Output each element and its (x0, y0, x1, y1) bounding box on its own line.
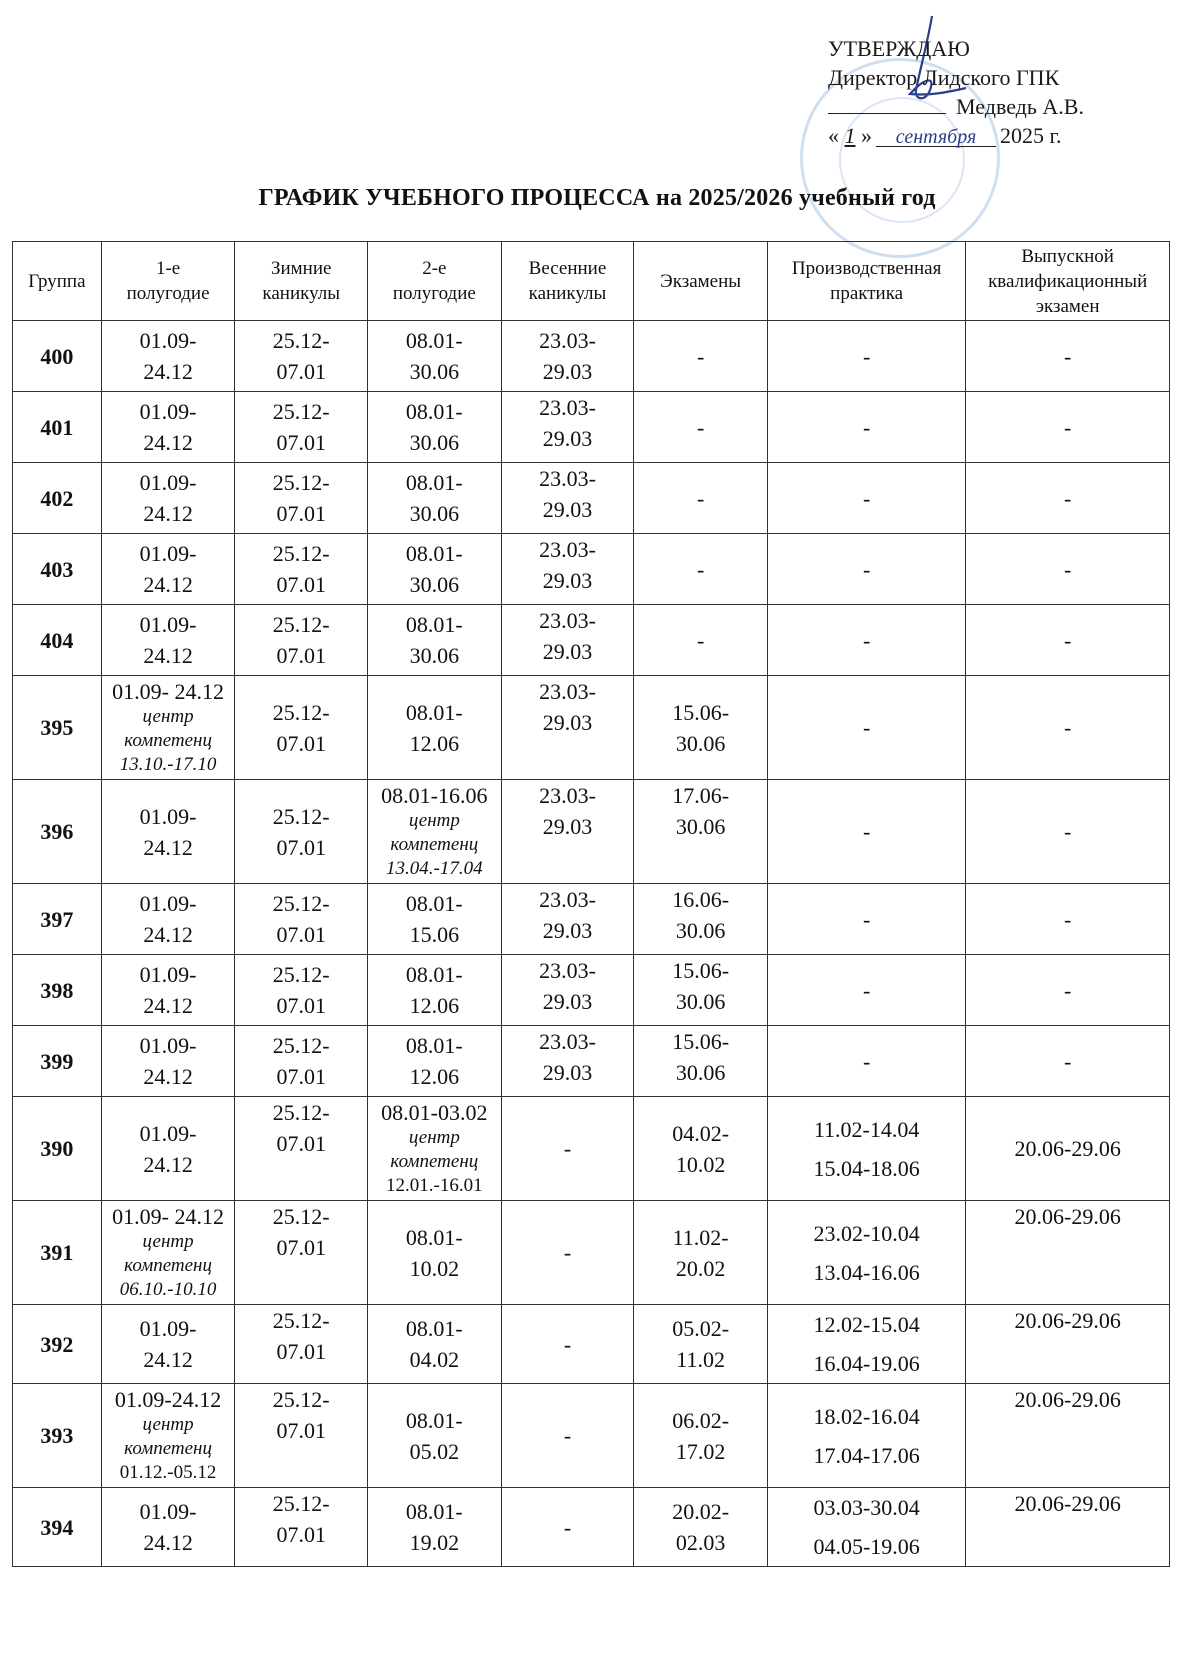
table-row (13, 1026, 1170, 1097)
semester1-cell: 01.09- 24.12 (101, 321, 235, 392)
table-row (13, 884, 1170, 955)
table-row (13, 534, 1170, 605)
semester2-cell: 08.01- 30.06 (368, 392, 502, 463)
final-exam-cell: 20.06-29.06 (966, 1488, 1170, 1567)
semester1-cell: 01.09- 24.12 (101, 1305, 235, 1384)
exams-cell: - (634, 534, 768, 605)
semester1-cell: 01.09- 24.12 центр компетенц 06.10.-10.10 (101, 1201, 235, 1305)
table-row (13, 780, 1170, 884)
spring-cell: 23.03- 29.03 (501, 392, 634, 463)
semester1-cell: 01.09- 24.12 (101, 1488, 235, 1567)
group-number: 393 (13, 1384, 102, 1488)
spring-cell: 23.03- 29.03 (501, 463, 634, 534)
winter-cell: 25.12- 07.01 (235, 955, 368, 1026)
group-number: 391 (13, 1201, 102, 1305)
semester2-cell: 08.01- 30.06 (368, 321, 502, 392)
practice-cell: - (767, 1026, 965, 1097)
header-winter-break: Зимние каникулы (235, 242, 368, 321)
table-row (13, 463, 1170, 534)
practice-cell: - (767, 955, 965, 1026)
winter-cell: 25.12- 07.01 (235, 605, 368, 676)
spring-cell: - (501, 1305, 634, 1384)
semester2-cell: 08.01- 30.06 (368, 534, 502, 605)
director-name: Медведь А.В. (956, 94, 1084, 119)
practice-cell: - (767, 321, 965, 392)
semester2-cell: 08.01- 12.06 (368, 1026, 502, 1097)
director-position: Директор Лидского ГПК (828, 65, 1060, 90)
practice-cell: - (767, 884, 965, 955)
group-number: 397 (13, 884, 102, 955)
practice-cell: - (767, 463, 965, 534)
director-name-line (828, 92, 1084, 121)
group-number: 395 (13, 676, 102, 780)
final-exam-cell: 20.06-29.06 (966, 1305, 1170, 1384)
schedule-table (12, 241, 1170, 1567)
final-exam-cell: - (966, 955, 1170, 1026)
header-semester1: 1-е полугодие (101, 242, 235, 321)
winter-cell: 25.12- 07.01 (235, 780, 368, 884)
group-number: 390 (13, 1097, 102, 1201)
table-row (13, 1201, 1170, 1305)
final-exam-cell: 20.06-29.06 (966, 1384, 1170, 1488)
practice-cell: - (767, 534, 965, 605)
table-row (13, 1097, 1170, 1201)
exams-cell: - (634, 605, 768, 676)
practice-cell: 12.02-15.04 16.04-19.06 (767, 1305, 965, 1384)
header-practice: Производственная практика (767, 242, 965, 321)
final-exam-cell: 20.06-29.06 (966, 1097, 1170, 1201)
final-exam-cell: 20.06-29.06 (966, 1201, 1170, 1305)
table-row (13, 676, 1170, 780)
header-semester2: 2-е полугодие (368, 242, 502, 321)
group-number: 401 (13, 392, 102, 463)
group-number: 392 (13, 1305, 102, 1384)
semester1-cell: 01.09- 24.12 (101, 955, 235, 1026)
quote-close: » (861, 123, 872, 148)
spring-cell: 23.03- 29.03 (501, 605, 634, 676)
practice-cell: - (767, 780, 965, 884)
header-group: Группа (13, 242, 102, 321)
table-row (13, 955, 1170, 1026)
spring-cell: 23.03- 29.03 (501, 321, 634, 392)
spring-cell: - (501, 1384, 634, 1488)
semester2-cell: 08.01-16.06 центр компетенц 13.04.-17.04 (368, 780, 502, 884)
semester2-cell: 08.01- 19.02 (368, 1488, 502, 1567)
practice-cell: 03.03-30.04 04.05-19.06 (767, 1488, 965, 1567)
semester1-cell: 01.09- 24.12 (101, 534, 235, 605)
approval-month: сентября (876, 128, 996, 147)
final-exam-cell: - (966, 534, 1170, 605)
spring-cell: 23.03- 29.03 (501, 780, 634, 884)
header-spring-break: Весенние каникулы (501, 242, 634, 321)
winter-cell: 25.12- 07.01 (235, 884, 368, 955)
semester1-cell: 01.09- 24.12 (101, 463, 235, 534)
table-row (13, 1384, 1170, 1488)
approval-heading: УТВЕРЖДАЮ (828, 36, 970, 61)
semester2-cell: 08.01-03.02 центр компетенц 12.01.-16.01 (368, 1097, 502, 1201)
winter-cell: 25.12- 07.01 (235, 392, 368, 463)
group-number: 403 (13, 534, 102, 605)
exams-cell: 17.06- 30.06 (634, 780, 768, 884)
header-row (13, 242, 1170, 321)
winter-cell: 25.12- 07.01 (235, 1384, 368, 1488)
approval-block (828, 34, 1084, 150)
semester1-cell: 01.09- 24.12 (101, 780, 235, 884)
semester2-cell: 08.01- 10.02 (368, 1201, 502, 1305)
semester2-cell: 08.01- 12.06 (368, 676, 502, 780)
final-exam-cell: - (966, 392, 1170, 463)
table-row (13, 1305, 1170, 1384)
final-exam-cell: - (966, 676, 1170, 780)
spring-cell: 23.03- 29.03 (501, 955, 634, 1026)
winter-cell: 25.12- 07.01 (235, 1201, 368, 1305)
practice-cell: - (767, 676, 965, 780)
spring-cell: 23.03- 29.03 (501, 676, 634, 780)
header-final-exam: Выпускной квалификационный экзамен (966, 242, 1170, 321)
semester2-cell: 08.01- 12.06 (368, 955, 502, 1026)
semester1-cell: 01.09- 24.12 (101, 1097, 235, 1201)
exams-cell: 11.02- 20.02 (634, 1201, 768, 1305)
group-number: 394 (13, 1488, 102, 1567)
spring-cell: 23.03- 29.03 (501, 1026, 634, 1097)
final-exam-cell: - (966, 780, 1170, 884)
signature-blank (828, 95, 946, 114)
final-exam-cell: - (966, 1026, 1170, 1097)
winter-cell: 25.12- 07.01 (235, 1488, 368, 1567)
spring-cell: 23.03- 29.03 (501, 534, 634, 605)
winter-cell: 25.12- 07.01 (235, 1097, 368, 1201)
header-exams: Экзамены (634, 242, 768, 321)
approval-year: 2025 г. (1000, 123, 1062, 148)
semester1-cell: 01.09- 24.12 (101, 884, 235, 955)
semester1-cell: 01.09- 24.12 (101, 605, 235, 676)
exams-cell: 04.02- 10.02 (634, 1097, 768, 1201)
practice-cell: - (767, 605, 965, 676)
quote-open: « (828, 123, 839, 148)
approval-date (828, 121, 1084, 150)
practice-cell: 18.02-16.04 17.04-17.06 (767, 1384, 965, 1488)
spring-cell: - (501, 1097, 634, 1201)
spring-cell: 23.03- 29.03 (501, 884, 634, 955)
exams-cell: 20.02- 02.03 (634, 1488, 768, 1567)
group-number: 404 (13, 605, 102, 676)
exams-cell: 15.06- 30.06 (634, 955, 768, 1026)
winter-cell: 25.12- 07.01 (235, 676, 368, 780)
exams-cell: - (634, 392, 768, 463)
semester2-cell: 08.01- 04.02 (368, 1305, 502, 1384)
exams-cell: 16.06- 30.06 (634, 884, 768, 955)
table-row (13, 321, 1170, 392)
spring-cell: - (501, 1201, 634, 1305)
semester1-cell: 01.09- 24.12 центр компетенц 13.10.-17.10 (101, 676, 235, 780)
exams-cell: 15.06- 30.06 (634, 1026, 768, 1097)
practice-cell: 11.02-14.04 15.04-18.06 (767, 1097, 965, 1201)
practice-cell: 23.02-10.04 13.04-16.06 (767, 1201, 965, 1305)
final-exam-cell: - (966, 463, 1170, 534)
final-exam-cell: - (966, 321, 1170, 392)
semester1-cell: 01.09- 24.12 (101, 1026, 235, 1097)
winter-cell: 25.12- 07.01 (235, 534, 368, 605)
group-number: 396 (13, 780, 102, 884)
semester2-cell: 08.01- 30.06 (368, 463, 502, 534)
exams-cell: - (634, 463, 768, 534)
semester2-cell: 08.01- 15.06 (368, 884, 502, 955)
page-title: ГРАФИК УЧЕБНОГО ПРОЦЕССА на 2025/2026 учебный год (258, 185, 936, 211)
semester2-cell: 08.01- 30.06 (368, 605, 502, 676)
winter-cell: 25.12- 07.01 (235, 1026, 368, 1097)
semester2-cell: 08.01- 05.02 (368, 1384, 502, 1488)
table-row (13, 605, 1170, 676)
group-number: 400 (13, 321, 102, 392)
approval-day: 1 (844, 123, 856, 148)
semester1-cell: 01.09-24.12 центр компетенц 01.12.-05.12 (101, 1384, 235, 1488)
winter-cell: 25.12- 07.01 (235, 463, 368, 534)
group-number: 398 (13, 955, 102, 1026)
exams-cell: 05.02- 11.02 (634, 1305, 768, 1384)
group-number: 402 (13, 463, 102, 534)
table-row (13, 392, 1170, 463)
table-row (13, 1488, 1170, 1567)
semester1-cell: 01.09- 24.12 (101, 392, 235, 463)
group-number: 399 (13, 1026, 102, 1097)
exams-cell: - (634, 321, 768, 392)
winter-cell: 25.12- 07.01 (235, 1305, 368, 1384)
final-exam-cell: - (966, 884, 1170, 955)
spring-cell: - (501, 1488, 634, 1567)
exams-cell: 15.06- 30.06 (634, 676, 768, 780)
practice-cell: - (767, 392, 965, 463)
final-exam-cell: - (966, 605, 1170, 676)
winter-cell: 25.12- 07.01 (235, 321, 368, 392)
exams-cell: 06.02- 17.02 (634, 1384, 768, 1488)
